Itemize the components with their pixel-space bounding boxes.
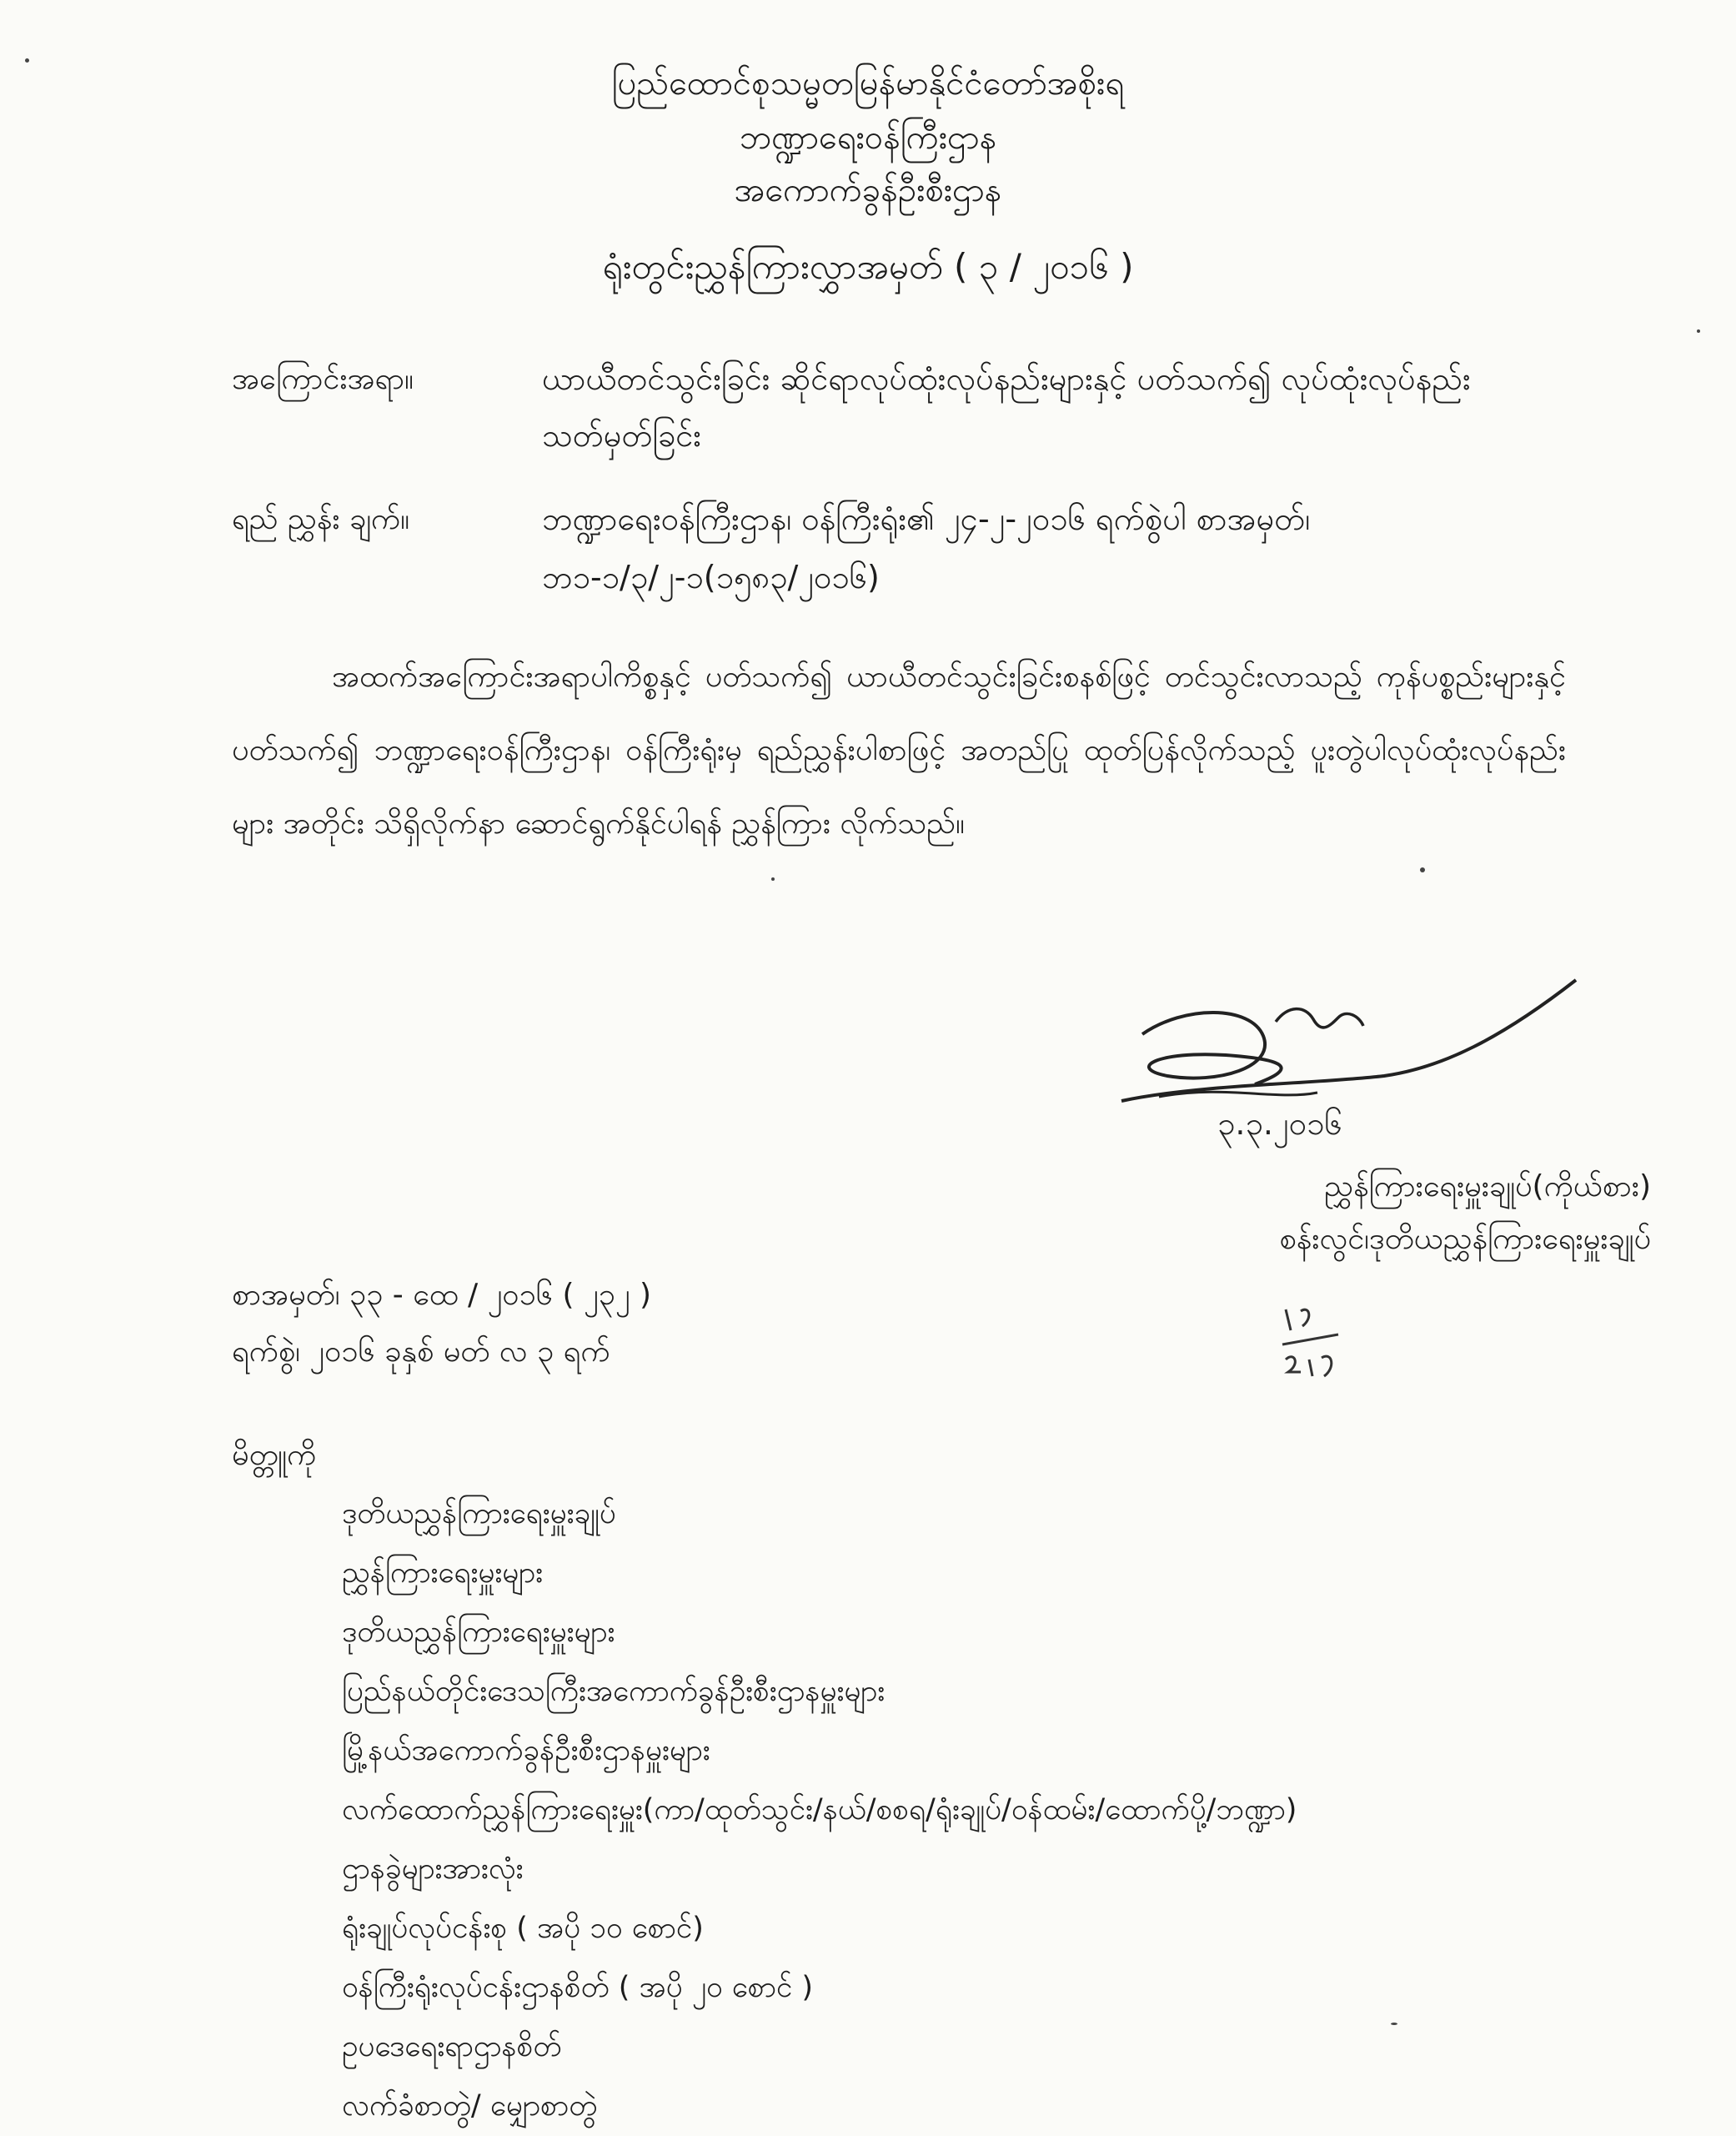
recipient-item: ဝန်ကြီးရုံးလုပ်ငန်းဌာနစိတ် ( အပို ၂၀ စောင် ) [342,1971,814,2004]
scan-speck [1697,329,1700,333]
letter-number: စာအမှတ်၊ ၃၃ - ထေ / ၂၀၁၆ ( ၂၃၂ ) [232,1278,652,1312]
signature-date: ၃.၃.၂၀၁၆ [1217,1105,1342,1142]
recipient-item: ဌာနခွဲများအားလုံး [342,1852,524,1886]
recipient-item: ရုံးချုပ်လုပ်ငန်းစု ( အပို ၁၀ စောင်) [342,1912,704,1945]
handwritten-note [1276,1293,1351,1385]
reference-label: ရည် ညွှန်း ချက်။ [232,502,410,536]
instruction-title: ရုံးတွင်းညွှန်ကြားလွှာအမှတ် ( ၃ / ၂၀၁၆ ) [602,246,1134,287]
reference-line-1: ဘဏ္ဍာရေးဝန်ကြီးဌာန၊ ဝန်ကြီးရုံး၏ ၂၄-၂-၂၀၁၆ ရက်စွဲပါ စာအမှတ်၊ [542,500,1311,537]
government-heading: ပြည်ထောင်စုသမ္မတမြန်မာနိုင်ငံတော်အစိုးရ [611,64,1125,103]
signatory-name: စန်းလွင်၊ဒုတိယညွှန်ကြားရေးမှူးချုပ် [1279,1222,1651,1256]
body-paragraph: အထက်အကြောင်းအရာပါကိစ္စနှင့် ပတ်သက်၍ ယာယီတင်သွင်းခြင်းစနစ်ဖြင့် တင်သွင်းလာသည့် ကုန်ပစ္စည်းများနှင့်ပတ်သက်၍ ဘဏ္ဍာရေးဝန်ကြီးဌာန၊ ဝန်ကြီးရုံးမှ ရည်ညွှန်းပါစာဖြင့် အတည်ပြု ထုတ်ပြန်လိုက်သည့် ပူးတွဲပါလုပ်ထုံးလုပ်နည်းများ အတိုင်း သိရှိလိုက်နာ ဆောင်ရွက်နိုင်ပါရန် ညွှန်ကြား လိုက်သည်။ [232,660,1566,841]
reference-line-2: ဘ၁-၁/၃/၂-၁(၁၅၈၃/၂၀၁၆) [542,559,880,596]
copy-to-label: မိတ္တူကို [232,1438,317,1472]
scan-speck [1391,2023,1397,2025]
recipient-item: ဥပဒေရေးရာဌာနစိတ် [342,2030,562,2063]
recipient-item: ညွှန်ကြားရေးမှူးများ [342,1556,544,1590]
recipient-list [342,1485,1676,2136]
scan-speck [25,58,29,63]
scan-speck [771,877,775,881]
recipient-item: ပြည်နယ်တိုင်းဒေသကြီးအကောက်ခွန်ဦးစီးဌာနမှူးများ [342,1675,886,1708]
recipient-item: မြို့နယ်အကောက်ခွန်ဦးစီးဌာနမှူးများ [342,1734,710,1767]
recipient-item: ဒုတိယညွှန်ကြားရေးမှူးချုပ် [342,1497,616,1530]
subject-text: ယာယီတင်သွင်းခြင်း ဆိုင်ရာလုပ်ထုံးလုပ်နည်းများနှင့် ပတ်သက်၍ လုပ်ထုံးလုပ်နည်းသတ်မှတ်ခြင်း [542,360,1471,454]
recipient-item: လက်ထောက်ညွှန်ကြားရေးမှူး(ကာ/ထုတ်သွင်း/နယ်/စစရ/ရုံးချုပ်/ဝန်ထမ်း/ထောက်ပို့/ဘဏ္ဍာ) [342,1793,1297,1827]
letter-date: ရက်စွဲ၊ ၂၀၁၆ ခုနှစ် မတ် လ ၃ ရက် [232,1334,610,1369]
recipient-item: ဒုတိယညွှန်ကြားရေးမှူးများ [342,1616,615,1649]
subject-label: အကြောင်းအရာ။ [232,362,414,396]
scan-speck [1420,867,1425,872]
recipient-item: လက်ခံစာတွဲ/ မျှောစာတွဲ [342,2089,598,2123]
department-heading: အကောက်ခွန်ဦးစီးဌာန [734,171,1002,209]
signature-image [1109,959,1593,1151]
signatory-title: ညွှန်ကြားရေးမှူးချုပ်(ကိုယ်စား) [1324,1169,1651,1204]
ministry-heading: ဘဏ္ဍာရေးဝန်ကြီးဌာန [739,118,997,157]
